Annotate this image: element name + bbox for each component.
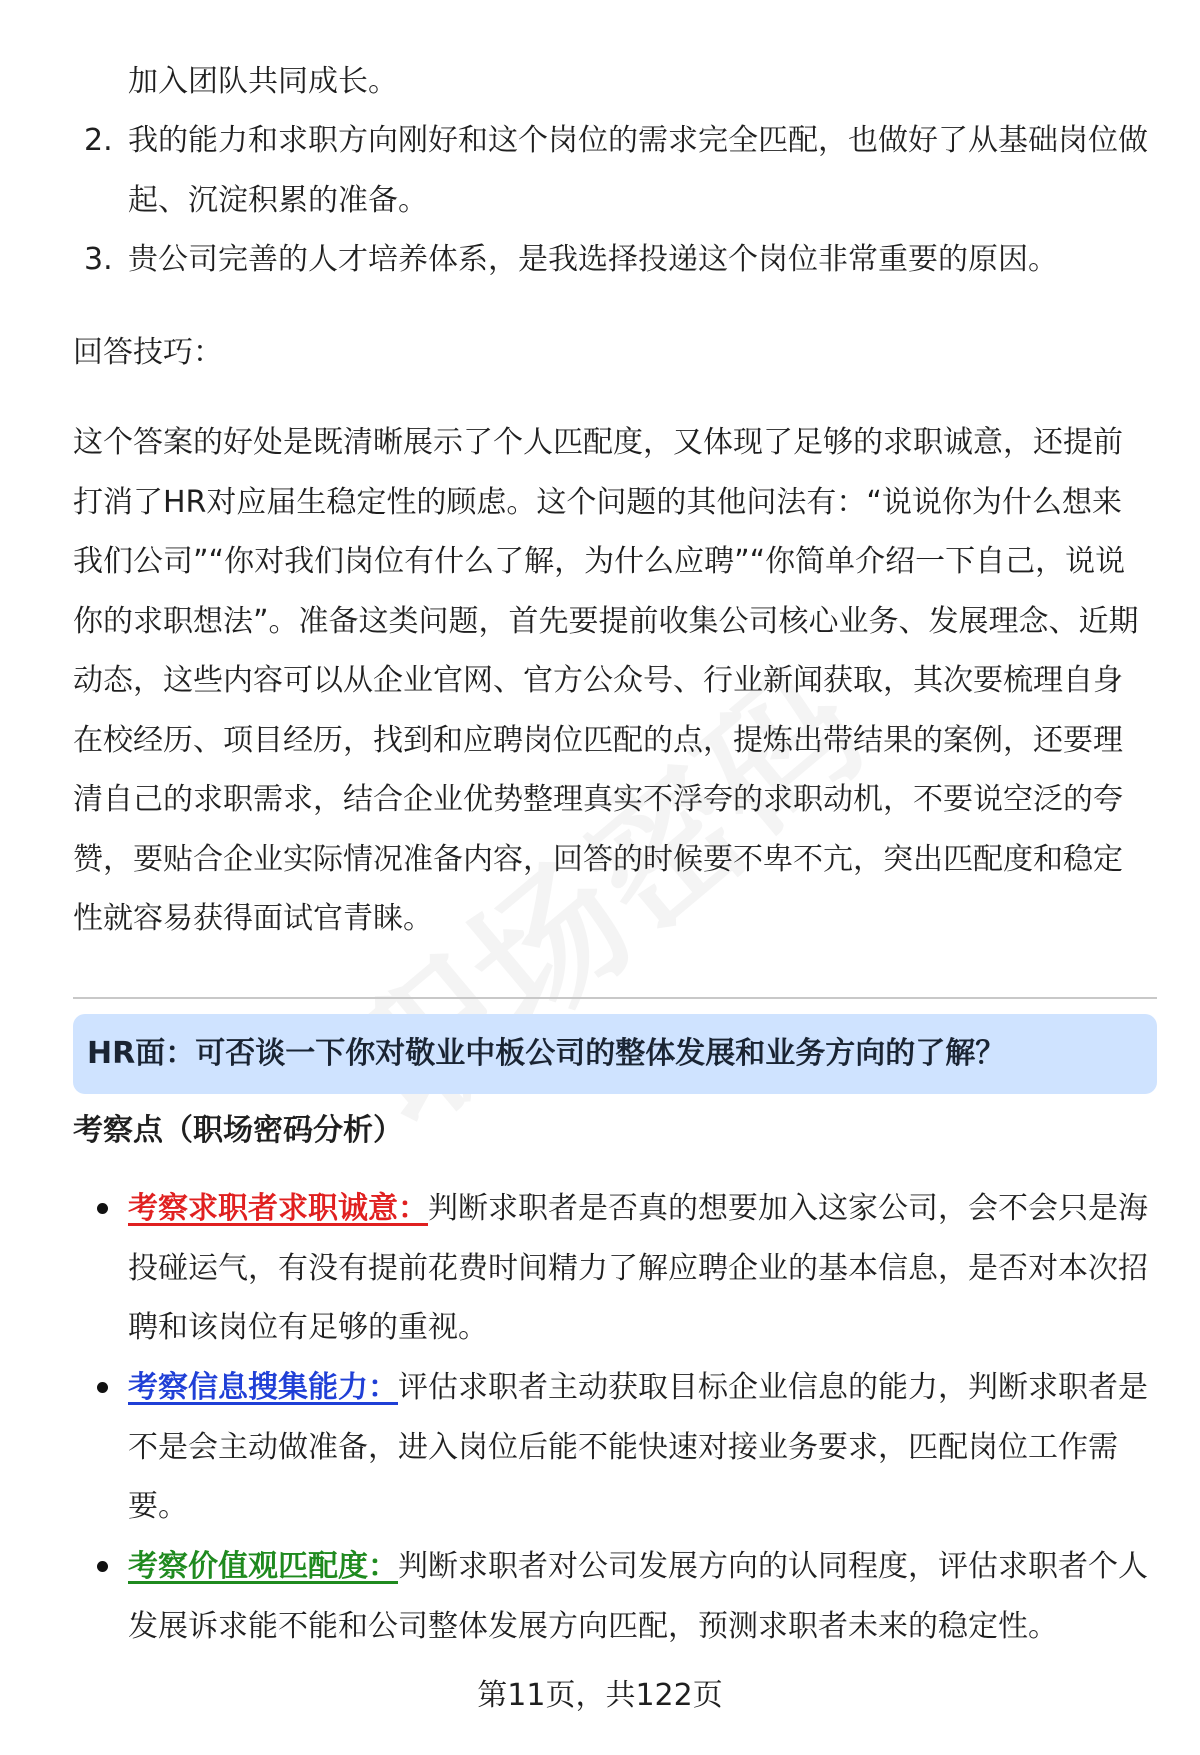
section-divider — [73, 997, 1157, 999]
bullet-text: 判断求职者是否真的想要加入这家公司，会不会只是海投碰运气，有没有提前花费时间精力了解应聘企业的基本信息，是否对本次招聘和该岗位有足够的重视。 — [128, 1191, 1148, 1345]
tips-label: 回答技巧： — [73, 335, 223, 370]
bullet-dot — [97, 1561, 108, 1572]
tips-paragraph: 这个答案的好处是既清晰展示了个人匹配度，又体现了足够的求职诚意，还提前打消了HR对应届生稳定性的顾虑。这个问题的其他问法有：“说说你为什么想来我们公司”“你对我们岗位有什么了解，为什么应聘”“你简单介绍一下自己，说说你的求职想法”。准备这类问题，首先要提前收集公司核心业务、发展理念、近期动态，这些内容可以从企业官网、官方公众号、行业新闻获取，其次要梳理自身在校经历、项目经历，找到和应聘岗位匹配的点，提炼出带结果的案例，还要理清自己的求职需求，结合企业优势整理真实不浮夸的求职动机，不要说空泛的夸赞，要贴合企业实际情况准备内容，回答的时候要不卑不亢，突出匹配度和稳定性就容易获得面试官青睐。 — [73, 425, 1139, 936]
bullet-text: 评估求职者主动获取目标企业信息的能力，判断求职者是不是会主动做准备，进入岗位后能不能快速对接业务要求，匹配岗位工作需要。 — [128, 1370, 1148, 1524]
section-title: 考察点（职场密码分析） — [73, 1113, 403, 1148]
bullet-item-sincerity — [128, 1179, 1152, 1358]
page-footer: 第11页，共122页 — [477, 1678, 723, 1713]
list-item-2-line2: 起、沉淀积累的准备。 — [128, 183, 428, 218]
bullet-text: 判断求职者对公司发展方向的认同程度，评估求职者个人发展诉求能不能和公司整体发展方向匹配，预测求职者未来的稳定性。 — [128, 1549, 1148, 1644]
bullet-label: 考察价值观匹配度： — [128, 1549, 398, 1584]
list-number-2: 2. — [84, 123, 113, 158]
bullet-dot — [97, 1382, 108, 1393]
list-item-3-line1: 贵公司完善的人才培养体系，是我选择投递这个岗位非常重要的原因。 — [128, 242, 1058, 277]
list-item-continuation: 加入团队共同成长。 — [128, 64, 398, 99]
bullet-label: 考察求职者求职诚意： — [128, 1191, 428, 1226]
list-item-2-line1: 我的能力和求职方向刚好和这个岗位的需求完全匹配，也做好了从基础岗位做 — [128, 123, 1148, 158]
question-title: HR面：可否谈一下你对敬业中板公司的整体发展和业务方向的了解？ — [87, 1036, 1006, 1071]
bullet-item-info-gathering — [128, 1358, 1152, 1537]
bullet-item-values — [128, 1537, 1152, 1656]
list-number-3: 3. — [84, 242, 113, 277]
bullet-dot — [97, 1203, 108, 1214]
bullet-label: 考察信息搜集能力： — [128, 1370, 398, 1405]
question-box — [73, 1014, 1157, 1094]
